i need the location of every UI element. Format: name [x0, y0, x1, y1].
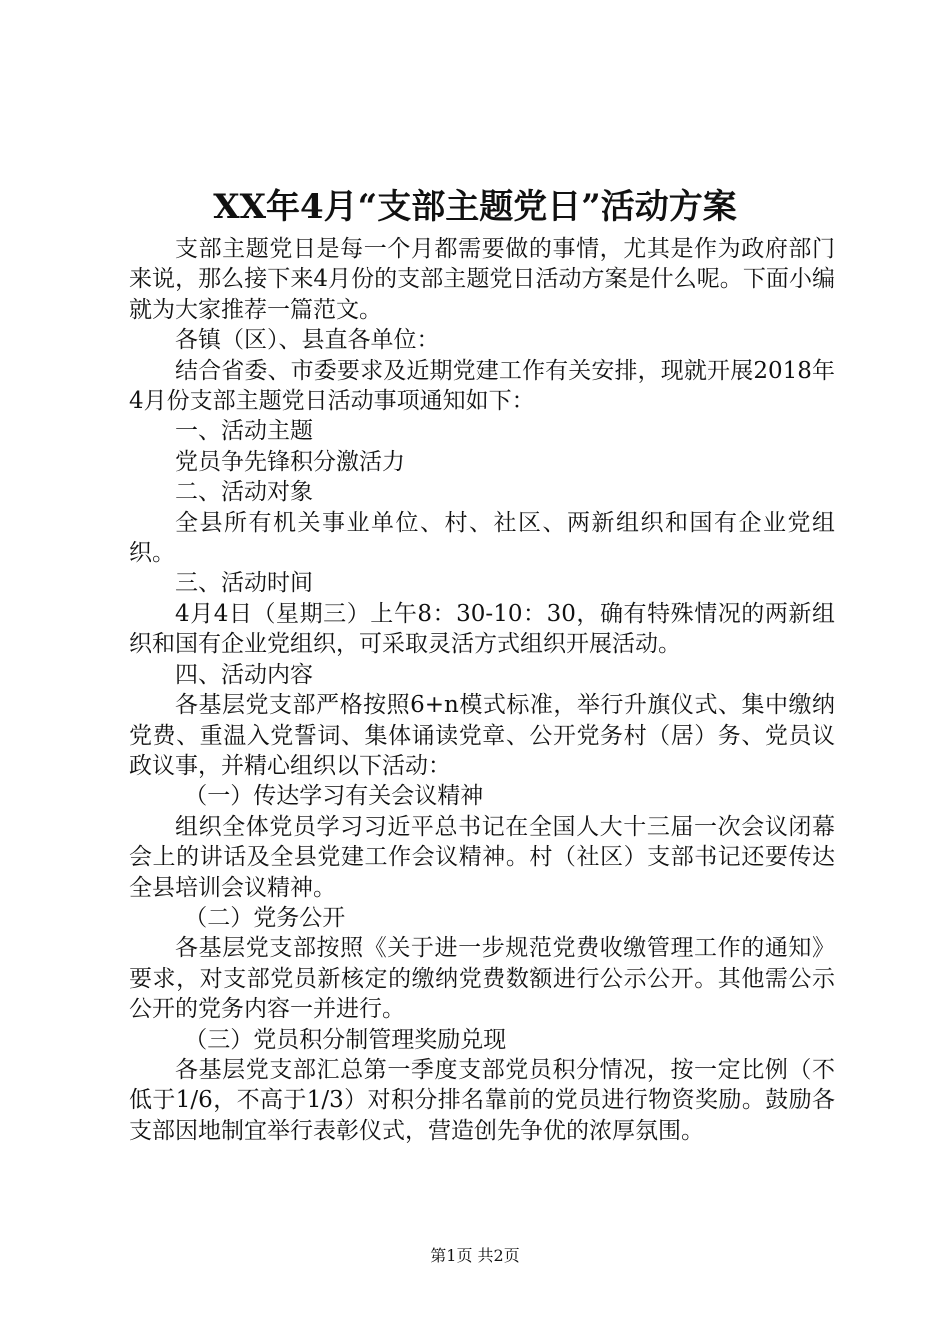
paragraph-intro: 支部主题党日是每一个月都需要做的事情，尤其是作为政府部门来说，那么接下来4月份的支部主题党日活动方案是什么呢。下面小编就为大家推荐一篇范文。 — [129, 236, 835, 323]
section-heading-time: 三、活动时间 — [175, 570, 313, 597]
paragraph-subsection-2: 各基层党支部按照《关于进一步规范党费收缴管理工作的通知》要求，对支部党员新核定的缴纳党费数额进行公示公开。其他需公示公开的党务内容一并进行。 — [129, 935, 835, 1023]
subsection-heading-1: （一）传达学习有关会议精神 — [184, 783, 484, 810]
paragraph-content: 各基层党支部严格按照6+n模式标准，举行升旗仪式、集中缴纳党费、重温入党誓词、集体诵读党章、公开党务村（居）务、党员议政议事，并精心组织以下活动： — [129, 692, 835, 779]
paragraph-subsection-3: 各基层党支部汇总第一季度支部党员积分情况，按一定比例（不低于1/6，不高于1/3）对积分排名靠前的党员进行物资奖励。鼓励各支部因地制宜举行表彰仪式，营造创先争优的浓厚氛围。 — [129, 1056, 835, 1144]
page-footer: 第1页 共2页 — [430, 1246, 520, 1265]
section-heading-target: 二、活动对象 — [175, 479, 313, 506]
paragraph-subsection-1: 组织全体党员学习习近平总书记在全国人大十三届一次会议闭幕会上的讲话及全县党建工作会议精神。村（社区）支部书记还要传达全县培训会议精神。 — [129, 813, 835, 901]
paragraph-salutation: 各镇（区）、县直各单位： — [175, 327, 440, 354]
paragraph-notice: 结合省委、市委要求及近期党建工作有关安排，现就开展2018年4月份支部主题党日活动事项通知如下： — [129, 357, 835, 415]
document-body — [129, 234, 835, 1146]
section-heading-content: 四、活动内容 — [175, 661, 313, 688]
section-heading-theme: 一、活动主题 — [175, 418, 313, 445]
subsection-heading-2: （二）党务公开 — [184, 904, 346, 931]
paragraph-target: 全县所有机关事业单位、村、社区、两新组织和国有企业党组织。 — [129, 509, 835, 567]
document-title: XX年4月“支部主题党日”活动方案 — [213, 187, 737, 227]
paragraph-theme: 党员争先锋积分激活力 — [175, 448, 405, 475]
paragraph-time: 4月4日（星期三）上午8：30-10：30，确有特殊情况的两新组织和国有企业党组织，可采取灵活方式组织开展活动。 — [129, 600, 835, 658]
subsection-heading-3: （三）党员积分制管理奖励兑现 — [184, 1026, 507, 1053]
